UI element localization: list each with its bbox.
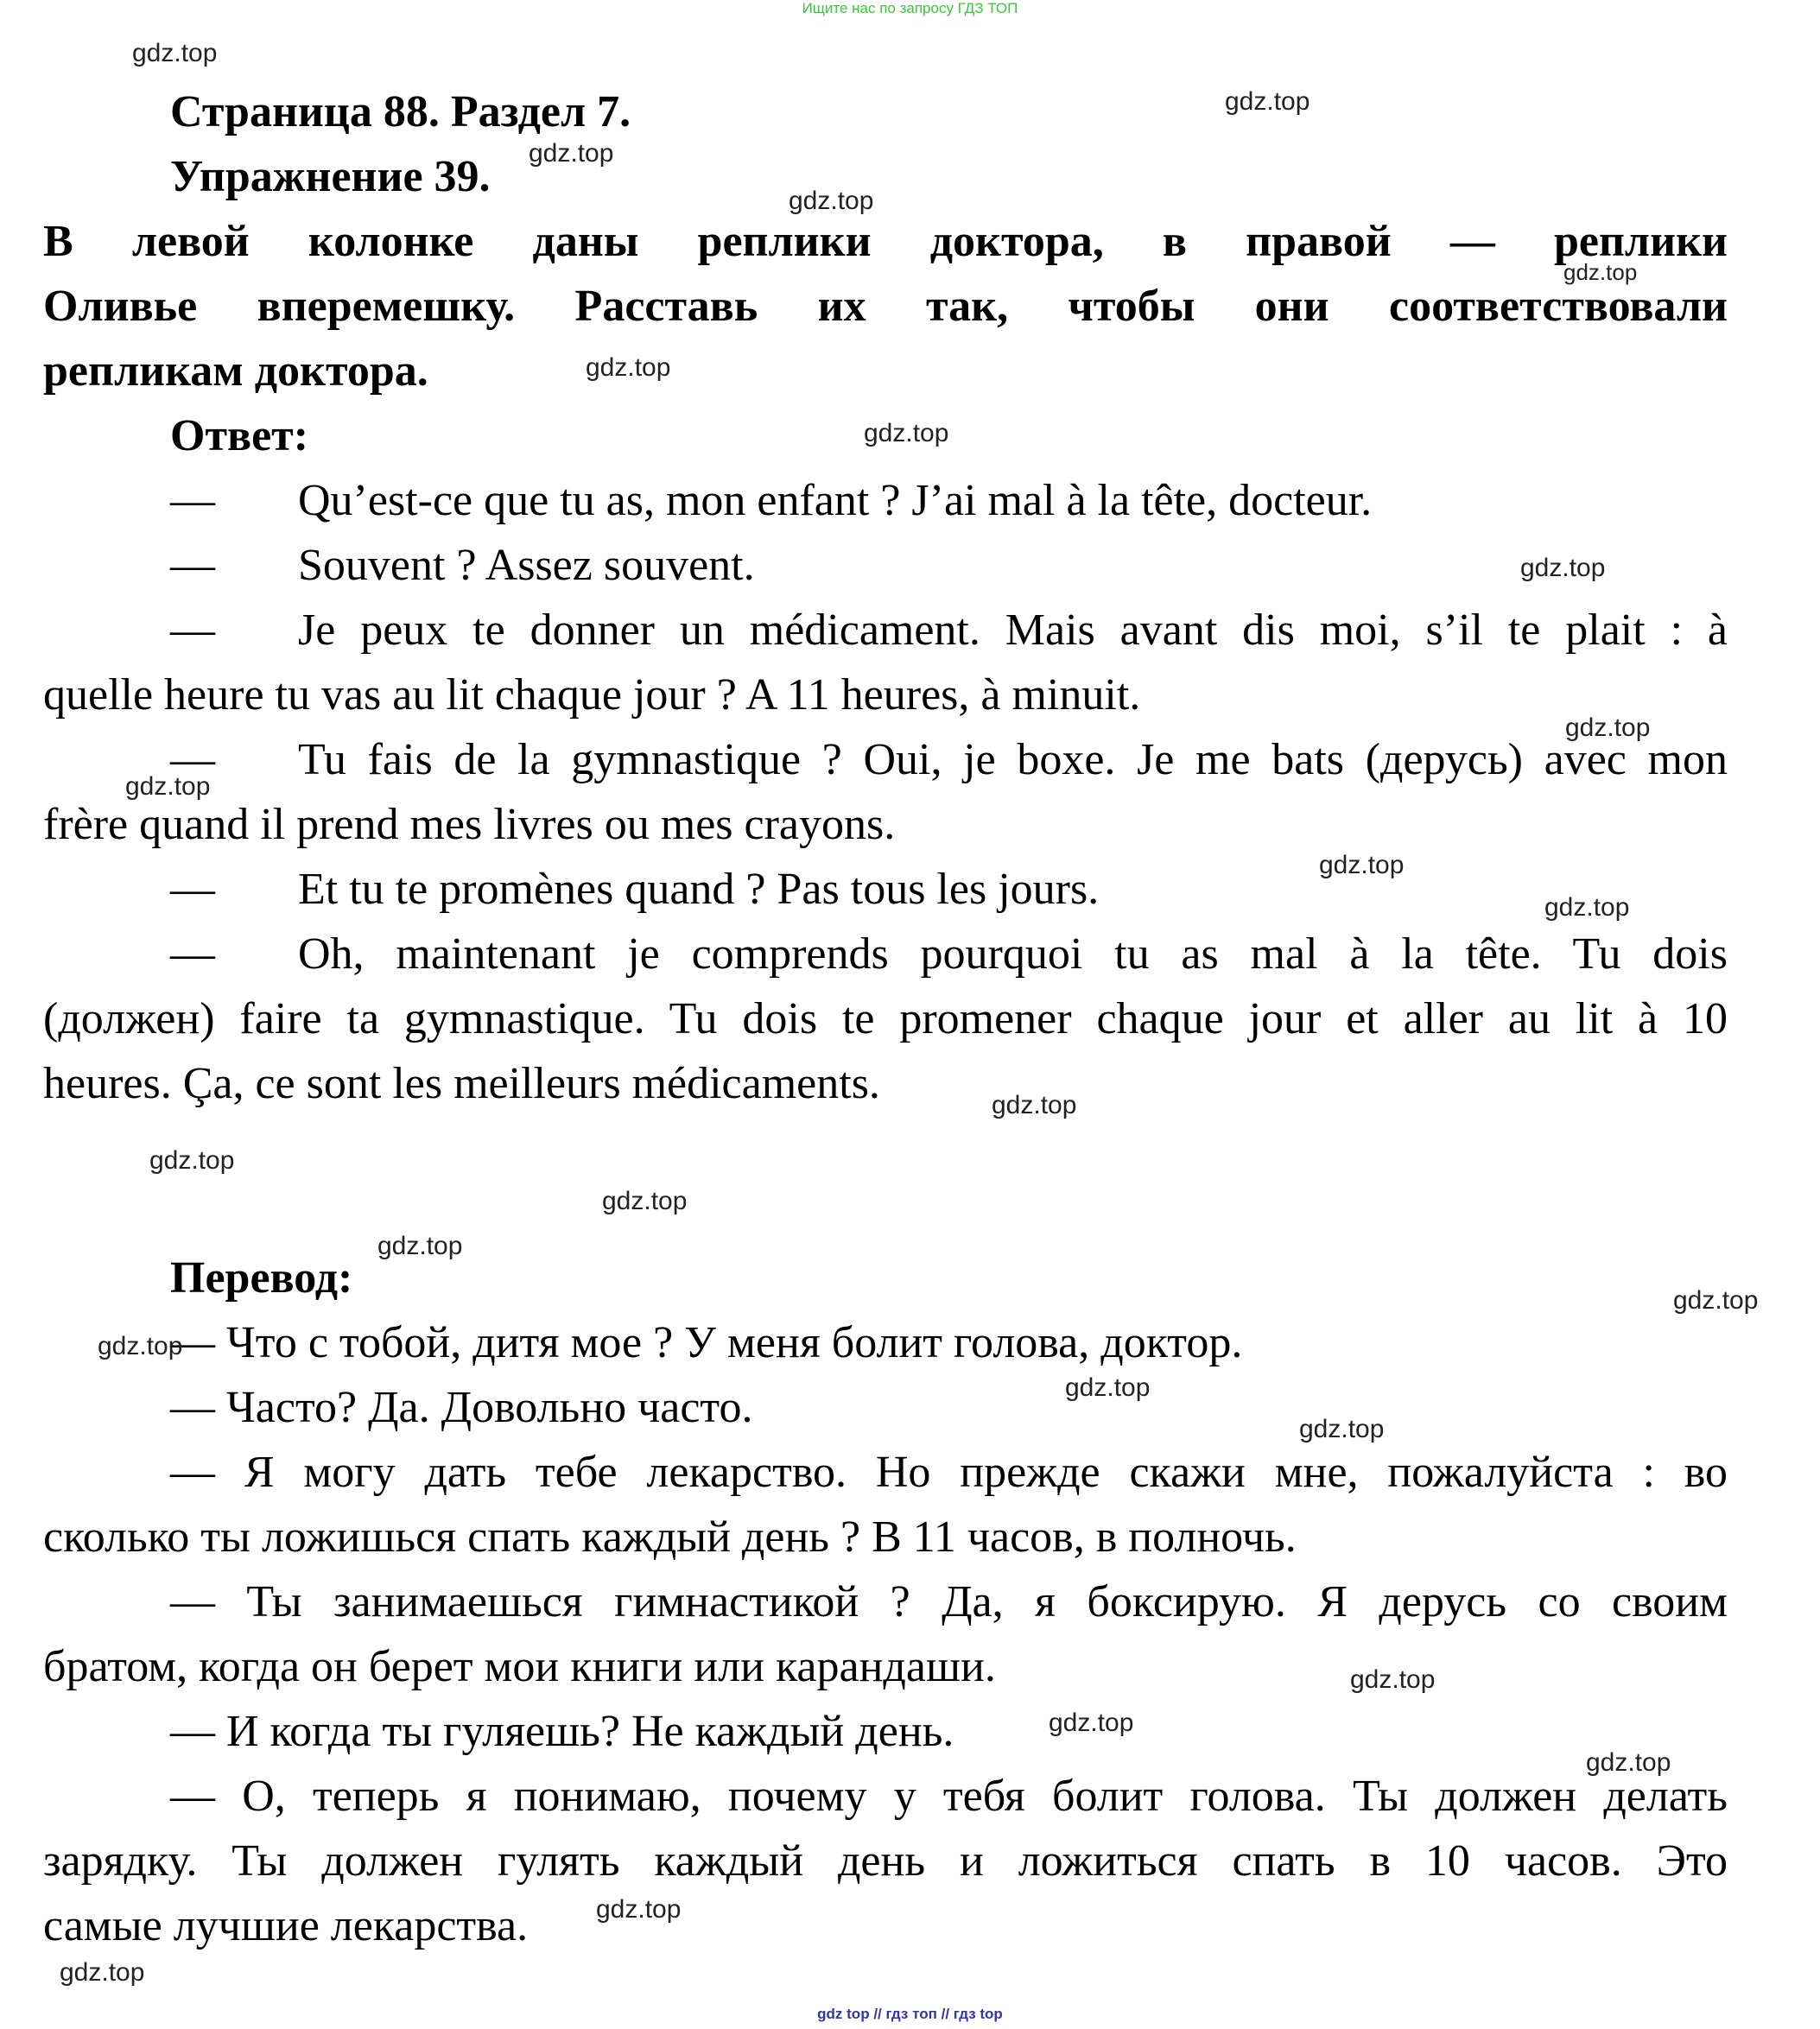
watermark: gdz.top	[60, 1958, 145, 1987]
footer-link-1[interactable]: gdz top	[817, 2006, 870, 2022]
watermark: gdz.top	[1350, 1665, 1436, 1694]
translation-line-4a: — Ты занимаешься гимнастикой ? Да, я боксирую. Я дерусь со своим	[170, 1577, 1728, 1626]
watermark: gdz.top	[1586, 1748, 1671, 1777]
answer-line-4a: Tu fais de la gymnastique ? Oui, je boxe. Je me bats (дерусь) avec mon	[298, 735, 1728, 784]
watermark: gdz.top	[149, 1146, 235, 1175]
watermark: gdz.top	[596, 1895, 682, 1924]
task-line-3: репликам доктора.	[43, 346, 428, 396]
watermark: gdz.top	[602, 1187, 688, 1215]
footer	[0, 2006, 1820, 2023]
footer-separator: //	[941, 2006, 950, 2022]
translation-line-6a: — О, теперь я понимаю, почему у тебя болит голова. Ты должен делать	[170, 1772, 1728, 1821]
footer-separator: //	[873, 2006, 882, 2022]
watermark: gdz.top	[1544, 893, 1630, 922]
watermark: gdz.top	[1563, 259, 1638, 285]
answer-heading: Ответ:	[170, 411, 309, 460]
search-banner: Ищите нас по запросу ГДЗ ТОП	[802, 0, 1018, 16]
watermark: gdz.top	[529, 139, 614, 168]
answer-line-5: Et tu te promènes quand ? Pas tous les jours.	[298, 865, 1100, 914]
footer-link-3[interactable]: гдз top	[953, 2006, 1003, 2022]
watermark: gdz.top	[1565, 713, 1651, 742]
task-line-1: В левой колонке даны реплики доктора, в правой — реплики	[43, 217, 1728, 266]
watermark: gdz.top	[132, 39, 218, 67]
answer-line-1: Qu’est-ce que tu as, mon enfant ? J’ai mal à la tête, docteur.	[298, 476, 1373, 525]
answer-line-3b: quelle heure tu vas au lit chaque jour ? A 11 heures, à minuit.	[43, 670, 1141, 720]
dash-5: —	[170, 865, 215, 914]
dash-6: —	[170, 929, 215, 979]
translation-line-5: — И когда ты гуляешь? Не каждый день.	[170, 1707, 954, 1756]
watermark: gdz.top	[1225, 87, 1310, 116]
translation-line-3a: — Я могу дать тебе лекарство. Но прежде скажи мне, пожалуйста : во	[170, 1448, 1728, 1497]
translation-line-1: — Что с тобой, дитя мое ? У меня болит голова, доктор.	[170, 1318, 1243, 1367]
watermark: gdz.top	[1673, 1286, 1759, 1315]
answer-line-6a: Oh, maintenant je comprends pourquoi tu as mal à la tête. Tu dois	[298, 929, 1728, 979]
dash-1: —	[170, 476, 215, 525]
watermark: gdz.top	[789, 187, 874, 215]
translation-line-6b: зарядку. Ты должен гулять каждый день и ложиться спать в 10 часов. Это	[43, 1836, 1728, 1886]
watermark: gdz.top	[1065, 1373, 1151, 1402]
exercise-title: Упражнение 39.	[170, 152, 491, 201]
translation-line-4b: братом, когда он берет мои книги или карандаши.	[43, 1642, 996, 1691]
watermark: gdz.top	[1299, 1415, 1385, 1443]
translation-heading: Перевод:	[170, 1253, 353, 1303]
dash-4: —	[170, 735, 215, 784]
watermark: gdz.top	[125, 772, 211, 801]
watermark: gdz.top	[992, 1091, 1077, 1119]
watermark: gdz.top	[1049, 1709, 1134, 1737]
watermark: gdz.top	[377, 1232, 463, 1260]
translation-line-2: — Часто? Да. Довольно часто.	[170, 1383, 753, 1432]
answer-line-3a: Je peux te donner un médicament. Mais avant dis moi, s’il te plait : à	[298, 606, 1728, 655]
answer-line-4b: frère quand il prend mes livres ou mes crayons.	[43, 800, 896, 849]
translation-line-3b: сколько ты ложишься спать каждый день ? В 11 часов, в полночь.	[43, 1512, 1297, 1562]
watermark: gdz.top	[1319, 851, 1405, 879]
translation-line-6c: самые лучшие лекарства.	[43, 1901, 529, 1950]
dash-3: —	[170, 606, 215, 655]
dash-2: —	[170, 541, 215, 590]
watermark: gdz.top	[1520, 554, 1606, 582]
watermark: gdz.top	[864, 419, 949, 447]
watermark: gdz.top	[586, 353, 671, 382]
answer-line-6b: (должен) faire ta gymnastique. Tu dois te promener chaque jour et aller au lit à 10	[43, 994, 1728, 1043]
task-line-2: Оливье вперемешку. Расставь их так, чтобы они соответствовали	[43, 282, 1728, 331]
answer-line-6c: heures. Ça, ce sont les meilleurs médicaments.	[43, 1059, 880, 1108]
watermark: gdz.top	[98, 1332, 183, 1360]
footer-link-2[interactable]: гдз топ	[885, 2006, 937, 2022]
page-title: Страница 88. Раздел 7.	[170, 87, 631, 136]
answer-line-2: Souvent ? Assez souvent.	[298, 541, 755, 590]
